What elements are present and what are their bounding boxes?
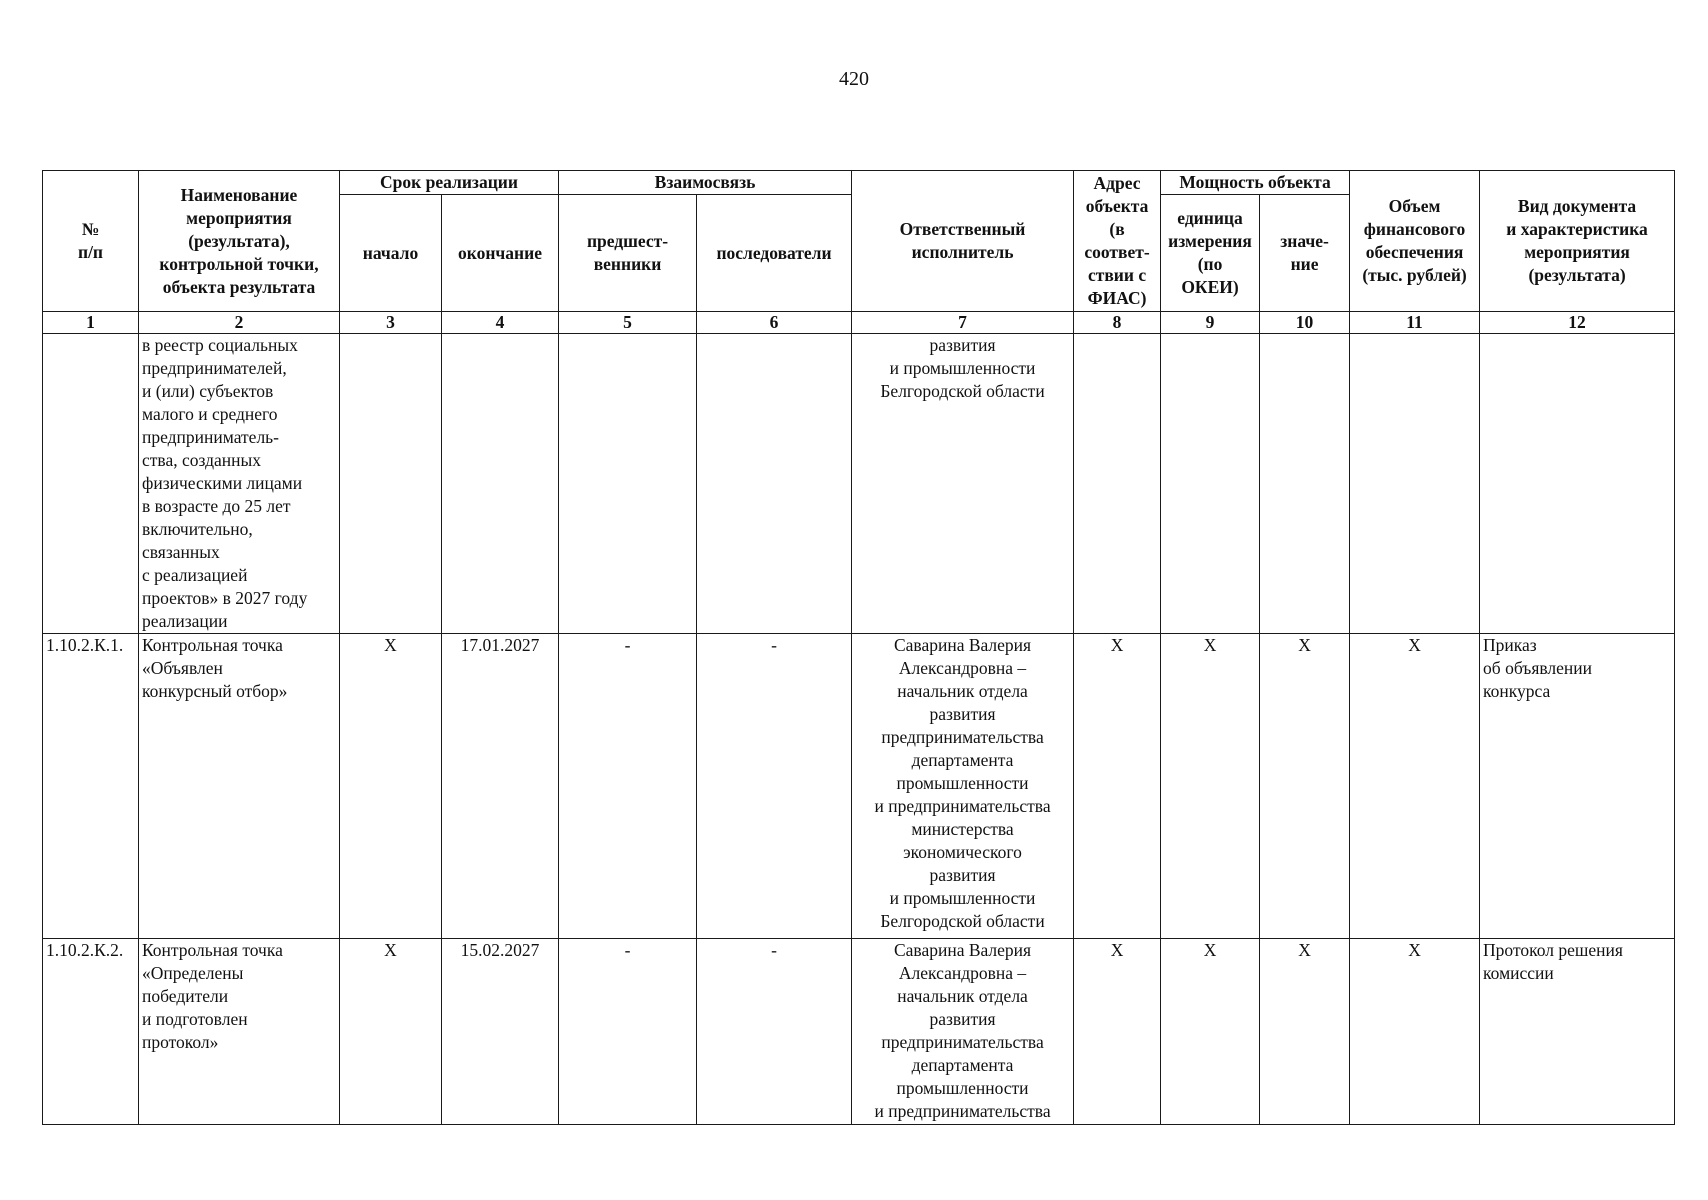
column-number: 1 [43,312,139,334]
row-unit: X [1161,634,1260,939]
column-number: 4 [442,312,559,334]
row-name: Контрольная точка «Определены победители и подготовлен протокол» [139,939,340,1125]
row-unit [1161,334,1260,634]
table-row [43,634,1675,939]
plan-table [42,170,1675,1125]
row-responsible: развития и промышленности Белгородской области [852,334,1074,634]
row-num [43,334,139,634]
row-num: 1.10.2.К.2. [43,939,139,1125]
header-financing: Объем финансового обеспечения (тыс. рублей) [1350,171,1480,312]
row-financing: X [1350,634,1480,939]
header-unit: единица измерения (по ОКЕИ) [1161,195,1260,312]
row-document [1480,334,1675,634]
row-address: X [1074,634,1161,939]
header-address: Адрес объекта (в соответ- ствии с ФИАС) [1074,171,1161,312]
column-number: 6 [697,312,852,334]
header-document: Вид документа и характеристика мероприятия (результата) [1480,171,1675,312]
row-end [442,334,559,634]
row-document: Протокол решения комиссии [1480,939,1675,1125]
column-number: 9 [1161,312,1260,334]
column-number: 3 [340,312,442,334]
row-value: X [1260,634,1350,939]
column-numbers-row [43,312,1675,334]
header-end: окончание [442,195,559,312]
header-power-group: Мощность объекта [1161,171,1350,195]
column-number: 10 [1260,312,1350,334]
header-link-group: Взаимосвязь [559,171,852,195]
header-num: № п/п [43,171,139,312]
table-row [43,334,1675,634]
header-start: начало [340,195,442,312]
header-predecessors: предшест- венники [559,195,697,312]
row-successors: - [697,939,852,1125]
row-responsible: Саварина Валерия Александровна – начальник отдела развития предпринимательства департамента промышленности и предпринимательства [852,939,1074,1125]
column-number: 5 [559,312,697,334]
row-name: в реестр социальных предпринимателей, и (или) субъектов малого и среднего предприниматель- ства, созданных физическими лицами в возрасте до 25 лет включительно, связанных с реализацией проектов» в 2027 году реализации [139,334,340,634]
row-start: X [340,939,442,1125]
header-responsible: Ответственный исполнитель [852,171,1074,312]
row-name: Контрольная точка «Объявлен конкурсный отбор» [139,634,340,939]
row-predecessors: - [559,634,697,939]
column-number: 8 [1074,312,1161,334]
row-financing: X [1350,939,1480,1125]
row-num: 1.10.2.К.1. [43,634,139,939]
table-row [43,939,1675,1125]
header-value: значе- ние [1260,195,1350,312]
row-document: Приказ об объявлении конкурса [1480,634,1675,939]
row-address [1074,334,1161,634]
row-successors [697,334,852,634]
row-end: 15.02.2027 [442,939,559,1125]
column-number: 11 [1350,312,1480,334]
row-address: X [1074,939,1161,1125]
page-number: 420 [839,68,869,90]
row-predecessors [559,334,697,634]
row-value [1260,334,1350,634]
row-start [340,334,442,634]
column-number: 7 [852,312,1074,334]
row-responsible: Саварина Валерия Александровна – начальник отдела развития предпринимательства департамента промышленности и предпринимательства министерства экономического развития и промышленности Белгородской области [852,634,1074,939]
column-number: 12 [1480,312,1675,334]
row-successors: - [697,634,852,939]
row-value: X [1260,939,1350,1125]
header-successors: последователи [697,195,852,312]
header-period-group: Срок реализации [340,171,559,195]
header-name: Наименование мероприятия (результата), контрольной точки, объекта результата [139,171,340,312]
row-end: 17.01.2027 [442,634,559,939]
row-financing [1350,334,1480,634]
column-number: 2 [139,312,340,334]
row-predecessors: - [559,939,697,1125]
row-unit: X [1161,939,1260,1125]
row-start: X [340,634,442,939]
